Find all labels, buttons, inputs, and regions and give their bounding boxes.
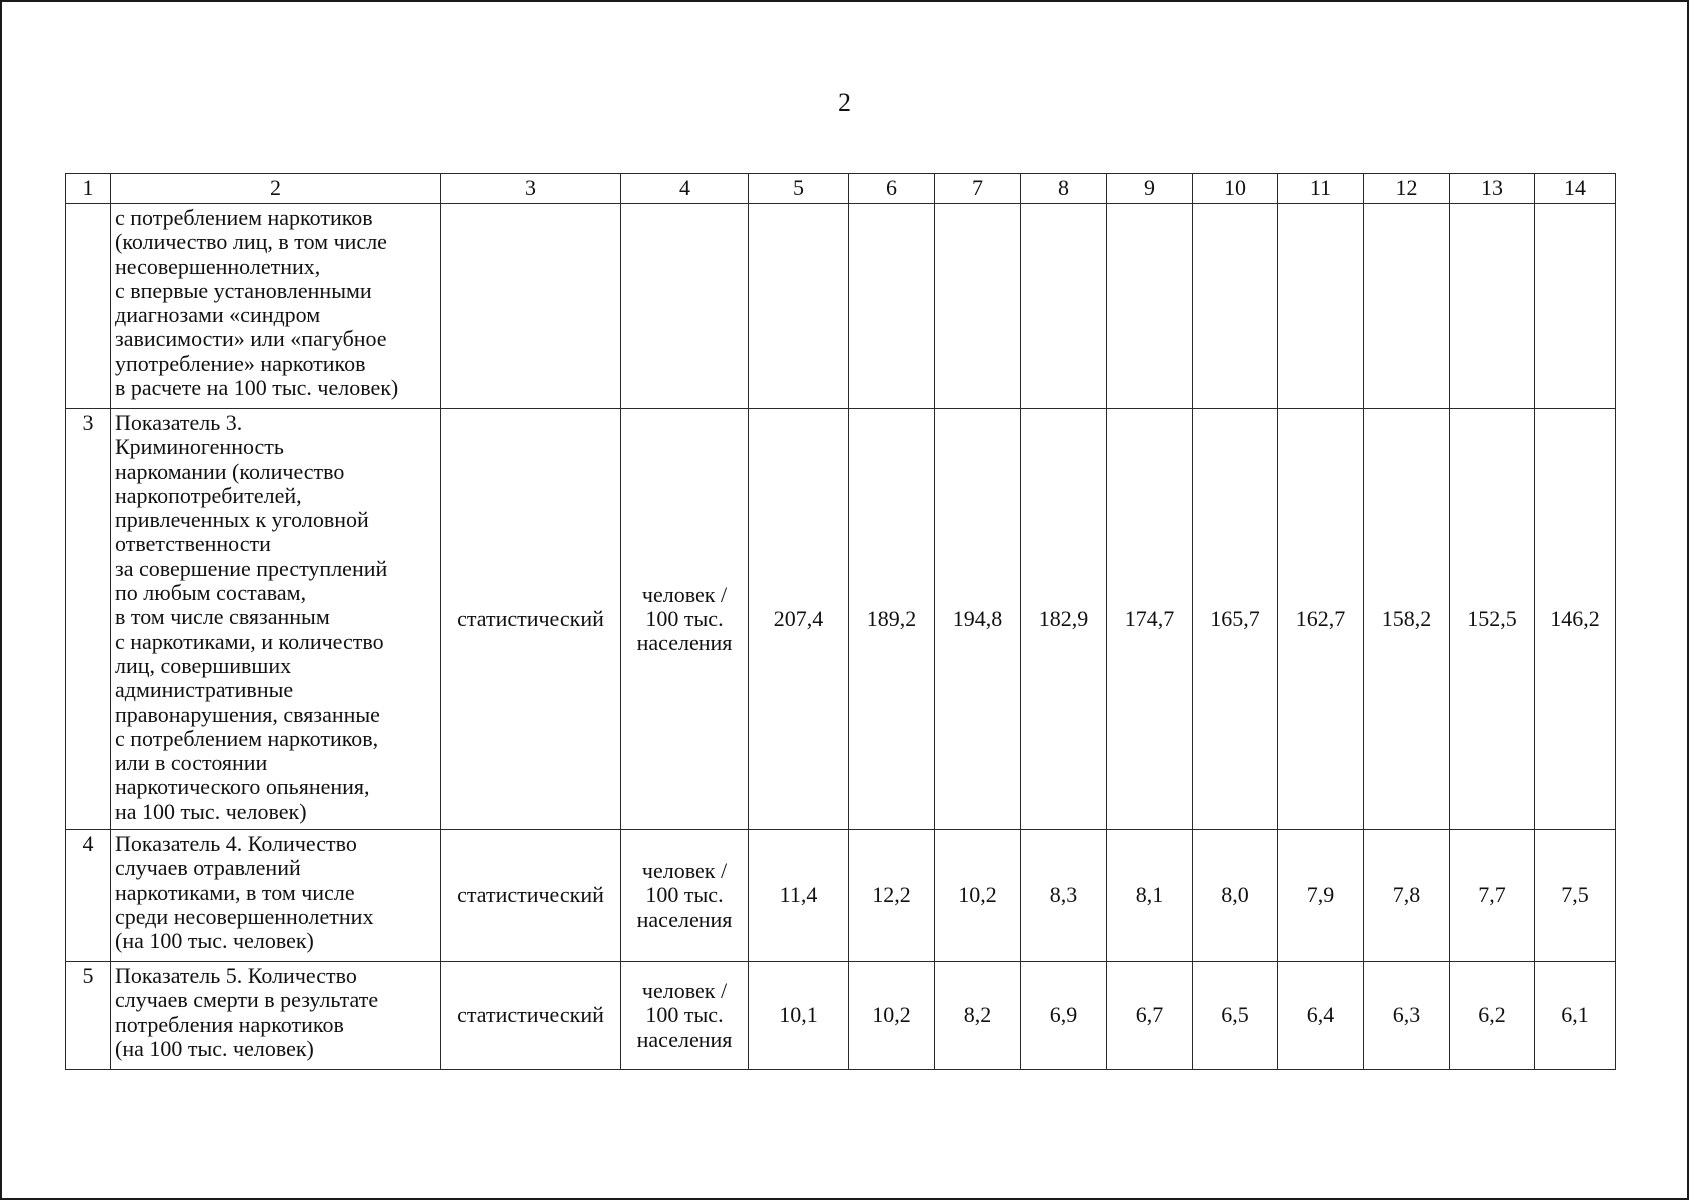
indicators-table [65, 173, 1616, 1070]
value-cell: 6,1 [1535, 962, 1616, 1070]
value-cell: 162,7 [1278, 409, 1364, 830]
value-cell: 6,5 [1193, 962, 1278, 1070]
value-cell: 10,1 [749, 962, 849, 1070]
value-cell: 7,9 [1278, 830, 1364, 962]
header-cell: 6 [849, 174, 935, 204]
value-cell [849, 204, 935, 409]
value-cell: 11,4 [749, 830, 849, 962]
value-cell: 194,8 [935, 409, 1021, 830]
indicator-description: Показатель 4. Количество случаев отравлений наркотиками, в том числе среди несовершеннолетних (на 100 тыс. человек) [111, 830, 441, 962]
value-cell: 8,1 [1107, 830, 1193, 962]
value-cell [1535, 204, 1616, 409]
value-cell: 6,2 [1450, 962, 1535, 1070]
value-cell: 7,8 [1364, 830, 1450, 962]
value-cell [1450, 204, 1535, 409]
value-cell [1107, 204, 1193, 409]
table-header-row [66, 174, 1616, 204]
value-cell [935, 204, 1021, 409]
value-cell: 165,7 [1193, 409, 1278, 830]
row-number: 5 [66, 962, 111, 1070]
value-cell: 6,7 [1107, 962, 1193, 1070]
unit-cell: человек / 100 тыс. населения [621, 830, 749, 962]
method-cell: статистический [441, 409, 621, 830]
header-cell: 2 [111, 174, 441, 204]
value-cell: 158,2 [1364, 409, 1450, 830]
value-cell: 8,3 [1021, 830, 1107, 962]
value-cell [749, 204, 849, 409]
method-cell: статистический [441, 962, 621, 1070]
header-cell: 1 [66, 174, 111, 204]
method-cell: статистический [441, 830, 621, 962]
header-cell: 7 [935, 174, 1021, 204]
indicator-description: с потреблением наркотиков (количество лиц, в том числе несовершеннолетних, с впервые установленными диагнозами «синдром зависимости» или «пагубное употребление» наркотиков в расчете на 100 тыс. человек) [111, 204, 441, 409]
unit-cell: человек / 100 тыс. населения [621, 409, 749, 830]
value-cell: 8,2 [935, 962, 1021, 1070]
page-number: 2 [838, 88, 851, 117]
header-cell: 11 [1278, 174, 1364, 204]
unit-cell [621, 204, 749, 409]
header-cell: 4 [621, 174, 749, 204]
value-cell: 174,7 [1107, 409, 1193, 830]
row-number: 4 [66, 830, 111, 962]
value-cell [1364, 204, 1450, 409]
row-number [66, 204, 111, 409]
value-cell: 12,2 [849, 830, 935, 962]
header-cell: 8 [1021, 174, 1107, 204]
table-row [66, 830, 1616, 962]
table-row [66, 204, 1616, 409]
value-cell [1193, 204, 1278, 409]
value-cell [1278, 204, 1364, 409]
header-cell: 12 [1364, 174, 1450, 204]
indicator-description: Показатель 5. Количество случаев смерти в результате потребления наркотиков (на 100 тыс. человек) [111, 962, 441, 1070]
value-cell: 207,4 [749, 409, 849, 830]
table-row [66, 409, 1616, 830]
value-cell: 152,5 [1450, 409, 1535, 830]
value-cell [1021, 204, 1107, 409]
table-row [66, 962, 1616, 1070]
header-cell: 5 [749, 174, 849, 204]
value-cell: 6,4 [1278, 962, 1364, 1070]
header-cell: 3 [441, 174, 621, 204]
value-cell: 8,0 [1193, 830, 1278, 962]
header-cell: 14 [1535, 174, 1616, 204]
row-number: 3 [66, 409, 111, 830]
value-cell: 146,2 [1535, 409, 1616, 830]
header-cell: 13 [1450, 174, 1535, 204]
value-cell: 182,9 [1021, 409, 1107, 830]
header-cell: 9 [1107, 174, 1193, 204]
value-cell: 6,3 [1364, 962, 1450, 1070]
method-cell [441, 204, 621, 409]
value-cell: 10,2 [935, 830, 1021, 962]
value-cell: 10,2 [849, 962, 935, 1070]
value-cell: 6,9 [1021, 962, 1107, 1070]
value-cell: 7,5 [1535, 830, 1616, 962]
header-cell: 10 [1193, 174, 1278, 204]
value-cell: 189,2 [849, 409, 935, 830]
indicator-description: Показатель 3. Криминогенность наркомании (количество наркопотребителей, привлеченных к уголовной ответственности за совершение преступлений по любым составам, в том числе связанным с наркотиками, и количество лиц, совершивших административные правонарушения, связанные с потреблением наркотиков, или в состоянии наркотического опьянения, на 100 тыс. человек) [111, 409, 441, 830]
value-cell: 7,7 [1450, 830, 1535, 962]
unit-cell: человек / 100 тыс. населения [621, 962, 749, 1070]
